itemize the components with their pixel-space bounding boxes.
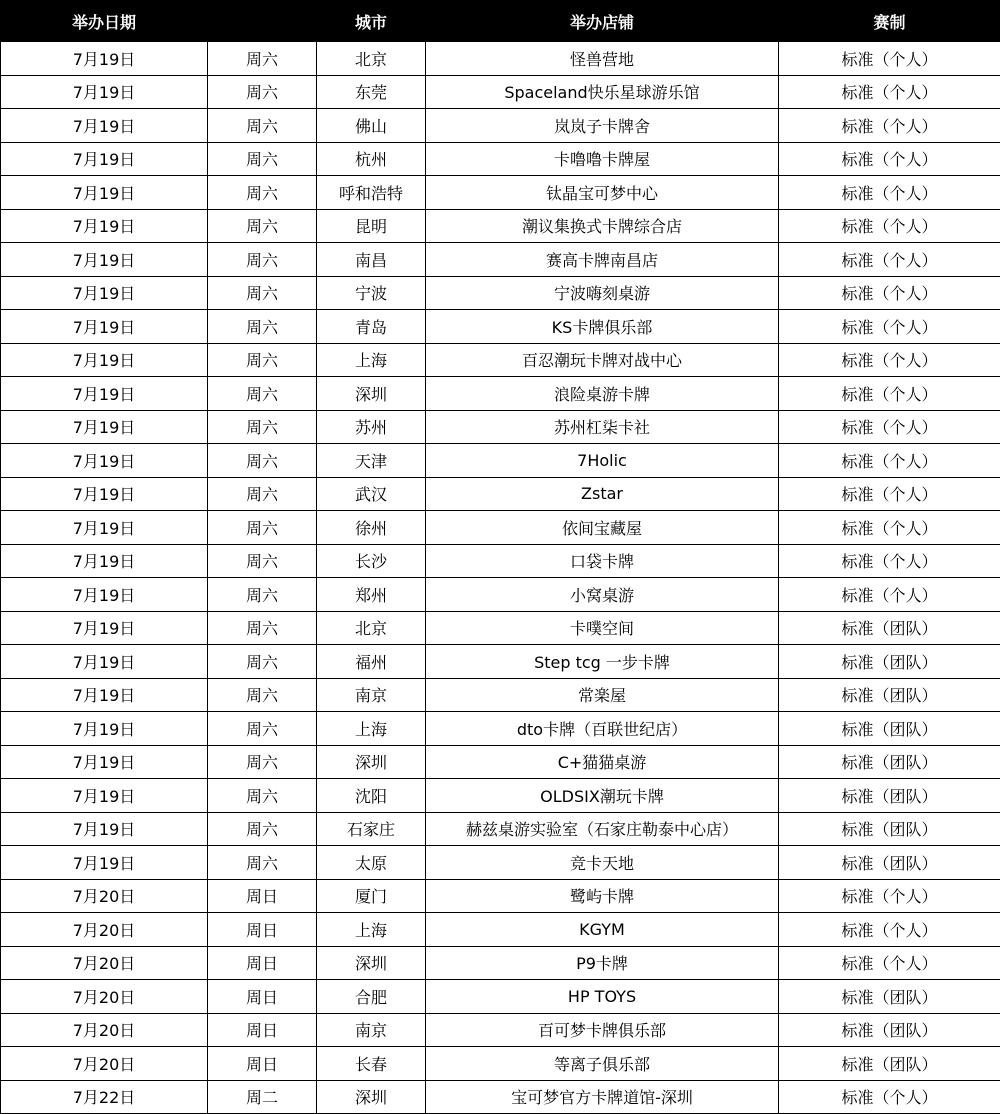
cell-format: 标准（个人） <box>779 913 1000 947</box>
cell-weekday: 周六 <box>208 42 317 76</box>
cell-city: 北京 <box>317 611 426 645</box>
cell-store: 赫兹桌游实验室（石家庄勒泰中心店） <box>426 812 779 846</box>
cell-store: 卡噜噜卡牌屋 <box>426 142 779 176</box>
cell-format: 标准（个人） <box>779 243 1000 277</box>
cell-city: 宁波 <box>317 276 426 310</box>
cell-format: 标准（团队） <box>779 846 1000 880</box>
cell-weekday: 周六 <box>208 745 317 779</box>
cell-date: 7月19日 <box>1 42 208 76</box>
table-row <box>1 310 1000 344</box>
cell-weekday: 周六 <box>208 477 317 511</box>
header-row <box>1 1 1000 42</box>
cell-store: 岚岚子卡牌舍 <box>426 109 779 143</box>
cell-city: 沈阳 <box>317 779 426 813</box>
cell-format: 标准（个人） <box>779 109 1000 143</box>
cell-weekday: 周六 <box>208 511 317 545</box>
cell-city: 呼和浩特 <box>317 176 426 210</box>
table-row <box>1 1047 1000 1081</box>
cell-store: 常楽屋 <box>426 678 779 712</box>
cell-city: 太原 <box>317 846 426 880</box>
cell-format: 标准（个人） <box>779 879 1000 913</box>
cell-date: 7月19日 <box>1 75 208 109</box>
cell-city: 上海 <box>317 343 426 377</box>
cell-weekday: 周六 <box>208 75 317 109</box>
cell-date: 7月19日 <box>1 812 208 846</box>
table-row <box>1 276 1000 310</box>
cell-format: 标准（个人） <box>779 1080 1000 1114</box>
cell-format: 标准（团队） <box>779 980 1000 1014</box>
cell-weekday: 周六 <box>208 678 317 712</box>
cell-city: 武汉 <box>317 477 426 511</box>
table-row <box>1 410 1000 444</box>
cell-date: 7月22日 <box>1 1080 208 1114</box>
cell-format: 标准（个人） <box>779 511 1000 545</box>
cell-date: 7月20日 <box>1 946 208 980</box>
cell-city: 深圳 <box>317 946 426 980</box>
cell-weekday: 周六 <box>208 611 317 645</box>
cell-store: 百忍潮玩卡牌对战中心 <box>426 343 779 377</box>
cell-date: 7月19日 <box>1 243 208 277</box>
cell-city: 南京 <box>317 678 426 712</box>
table-row <box>1 678 1000 712</box>
cell-date: 7月19日 <box>1 779 208 813</box>
cell-weekday: 周日 <box>208 1013 317 1047</box>
cell-weekday: 周六 <box>208 243 317 277</box>
cell-store: C+猫猫桌游 <box>426 745 779 779</box>
cell-format: 标准（团队） <box>779 779 1000 813</box>
cell-weekday: 周六 <box>208 645 317 679</box>
table-row <box>1 477 1000 511</box>
header-format: 赛制 <box>779 1 1000 42</box>
cell-store: HP TOYS <box>426 980 779 1014</box>
cell-city: 深圳 <box>317 377 426 411</box>
cell-format: 标准（个人） <box>779 410 1000 444</box>
cell-date: 7月19日 <box>1 611 208 645</box>
cell-format: 标准（团队） <box>779 712 1000 746</box>
cell-store: 小窝桌游 <box>426 578 779 612</box>
cell-store: 苏州杠柒卡社 <box>426 410 779 444</box>
table-row <box>1 544 1000 578</box>
cell-weekday: 周六 <box>208 343 317 377</box>
cell-format: 标准（个人） <box>779 42 1000 76</box>
cell-store: OLDSIX潮玩卡牌 <box>426 779 779 813</box>
table-row <box>1 377 1000 411</box>
cell-weekday: 周六 <box>208 276 317 310</box>
header-store: 举办店铺 <box>426 1 779 42</box>
cell-format: 标准（个人） <box>779 444 1000 478</box>
cell-store: 怪兽营地 <box>426 42 779 76</box>
cell-date: 7月20日 <box>1 913 208 947</box>
cell-city: 郑州 <box>317 578 426 612</box>
cell-store: KGYM <box>426 913 779 947</box>
cell-city: 福州 <box>317 645 426 679</box>
cell-format: 标准（团队） <box>779 1013 1000 1047</box>
cell-date: 7月19日 <box>1 544 208 578</box>
table-body <box>1 42 1000 1114</box>
cell-city: 昆明 <box>317 209 426 243</box>
table-row <box>1 846 1000 880</box>
cell-date: 7月19日 <box>1 712 208 746</box>
cell-format: 标准（个人） <box>779 377 1000 411</box>
table-row <box>1 109 1000 143</box>
table-row <box>1 745 1000 779</box>
cell-city: 上海 <box>317 712 426 746</box>
table-row <box>1 444 1000 478</box>
cell-weekday: 周日 <box>208 946 317 980</box>
cell-format: 标准（个人） <box>779 142 1000 176</box>
cell-date: 7月19日 <box>1 410 208 444</box>
cell-format: 标准（个人） <box>779 946 1000 980</box>
cell-store: 赛高卡牌南昌店 <box>426 243 779 277</box>
cell-store: 依间宝藏屋 <box>426 511 779 545</box>
cell-store: Step tcg 一步卡牌 <box>426 645 779 679</box>
cell-format: 标准（个人） <box>779 276 1000 310</box>
table-row <box>1 812 1000 846</box>
table-row <box>1 645 1000 679</box>
cell-weekday: 周六 <box>208 444 317 478</box>
cell-city: 徐州 <box>317 511 426 545</box>
cell-store: Zstar <box>426 477 779 511</box>
cell-date: 7月20日 <box>1 980 208 1014</box>
cell-store: KS卡牌俱乐部 <box>426 310 779 344</box>
table-row <box>1 42 1000 76</box>
cell-store: 潮议集换式卡牌综合店 <box>426 209 779 243</box>
cell-format: 标准（团队） <box>779 812 1000 846</box>
cell-format: 标准（团队） <box>779 611 1000 645</box>
table-row <box>1 243 1000 277</box>
cell-date: 7月19日 <box>1 176 208 210</box>
cell-city: 天津 <box>317 444 426 478</box>
cell-weekday: 周六 <box>208 310 317 344</box>
table-row <box>1 578 1000 612</box>
cell-store: Spaceland快乐星球游乐馆 <box>426 75 779 109</box>
table-row <box>1 176 1000 210</box>
table-row <box>1 712 1000 746</box>
cell-store: 口袋卡牌 <box>426 544 779 578</box>
header-weekday <box>208 1 317 42</box>
cell-city: 青岛 <box>317 310 426 344</box>
cell-weekday: 周六 <box>208 410 317 444</box>
cell-store: 7Holic <box>426 444 779 478</box>
cell-format: 标准（个人） <box>779 578 1000 612</box>
cell-date: 7月19日 <box>1 578 208 612</box>
cell-format: 标准（个人） <box>779 209 1000 243</box>
cell-date: 7月19日 <box>1 142 208 176</box>
cell-weekday: 周六 <box>208 109 317 143</box>
cell-store: P9卡牌 <box>426 946 779 980</box>
cell-format: 标准（团队） <box>779 745 1000 779</box>
table-row <box>1 142 1000 176</box>
cell-format: 标准（团队） <box>779 645 1000 679</box>
header-city: 城市 <box>317 1 426 42</box>
table-row <box>1 1013 1000 1047</box>
cell-city: 南昌 <box>317 243 426 277</box>
cell-format: 标准（个人） <box>779 343 1000 377</box>
cell-weekday: 周六 <box>208 846 317 880</box>
cell-format: 标准（个人） <box>779 176 1000 210</box>
cell-city: 南京 <box>317 1013 426 1047</box>
cell-date: 7月20日 <box>1 1013 208 1047</box>
cell-city: 石家庄 <box>317 812 426 846</box>
cell-city: 深圳 <box>317 745 426 779</box>
cell-weekday: 周日 <box>208 879 317 913</box>
table-row <box>1 75 1000 109</box>
cell-city: 佛山 <box>317 109 426 143</box>
cell-city: 上海 <box>317 913 426 947</box>
cell-weekday: 周六 <box>208 209 317 243</box>
cell-date: 7月19日 <box>1 444 208 478</box>
cell-city: 深圳 <box>317 1080 426 1114</box>
cell-date: 7月19日 <box>1 846 208 880</box>
cell-weekday: 周日 <box>208 1047 317 1081</box>
cell-date: 7月19日 <box>1 511 208 545</box>
cell-store: 浪险桌游卡牌 <box>426 377 779 411</box>
cell-city: 长沙 <box>317 544 426 578</box>
cell-format: 标准（个人） <box>779 544 1000 578</box>
cell-store: 鹭屿卡牌 <box>426 879 779 913</box>
cell-weekday: 周六 <box>208 176 317 210</box>
cell-city: 苏州 <box>317 410 426 444</box>
cell-weekday: 周六 <box>208 712 317 746</box>
cell-format: 标准（个人） <box>779 310 1000 344</box>
cell-city: 长春 <box>317 1047 426 1081</box>
cell-date: 7月19日 <box>1 109 208 143</box>
cell-date: 7月19日 <box>1 745 208 779</box>
cell-date: 7月20日 <box>1 879 208 913</box>
cell-city: 杭州 <box>317 142 426 176</box>
cell-date: 7月20日 <box>1 1047 208 1081</box>
cell-format: 标准（个人） <box>779 75 1000 109</box>
cell-weekday: 周六 <box>208 779 317 813</box>
table-row <box>1 611 1000 645</box>
cell-weekday: 周六 <box>208 544 317 578</box>
cell-weekday: 周六 <box>208 812 317 846</box>
table-row <box>1 511 1000 545</box>
cell-format: 标准（团队） <box>779 678 1000 712</box>
cell-format: 标准（团队） <box>779 1047 1000 1081</box>
table-row <box>1 946 1000 980</box>
cell-date: 7月19日 <box>1 377 208 411</box>
cell-city: 北京 <box>317 42 426 76</box>
cell-format: 标准（个人） <box>779 477 1000 511</box>
cell-weekday: 周六 <box>208 142 317 176</box>
cell-store: dto卡牌（百联世纪店） <box>426 712 779 746</box>
cell-store: 卡噗空间 <box>426 611 779 645</box>
cell-city: 合肥 <box>317 980 426 1014</box>
cell-store: 宝可梦官方卡牌道馆-深圳 <box>426 1080 779 1114</box>
table-row <box>1 209 1000 243</box>
cell-weekday: 周日 <box>208 980 317 1014</box>
cell-weekday: 周六 <box>208 578 317 612</box>
cell-city: 厦门 <box>317 879 426 913</box>
cell-date: 7月19日 <box>1 209 208 243</box>
table-row <box>1 779 1000 813</box>
table-row <box>1 343 1000 377</box>
table-row <box>1 1080 1000 1114</box>
cell-store: 等离子俱乐部 <box>426 1047 779 1081</box>
cell-date: 7月19日 <box>1 477 208 511</box>
cell-store: 钛晶宝可梦中心 <box>426 176 779 210</box>
table-row <box>1 879 1000 913</box>
table-row <box>1 913 1000 947</box>
cell-weekday: 周二 <box>208 1080 317 1114</box>
cell-weekday: 周日 <box>208 913 317 947</box>
cell-date: 7月19日 <box>1 310 208 344</box>
cell-store: 百可梦卡牌俱乐部 <box>426 1013 779 1047</box>
cell-store: 宁波嗨刻桌游 <box>426 276 779 310</box>
cell-weekday: 周六 <box>208 377 317 411</box>
cell-date: 7月19日 <box>1 276 208 310</box>
table-row <box>1 980 1000 1014</box>
cell-date: 7月19日 <box>1 343 208 377</box>
cell-date: 7月19日 <box>1 645 208 679</box>
cell-store: 竞卡天地 <box>426 846 779 880</box>
cell-city: 东莞 <box>317 75 426 109</box>
cell-date: 7月19日 <box>1 678 208 712</box>
header-date: 举办日期 <box>1 1 208 42</box>
